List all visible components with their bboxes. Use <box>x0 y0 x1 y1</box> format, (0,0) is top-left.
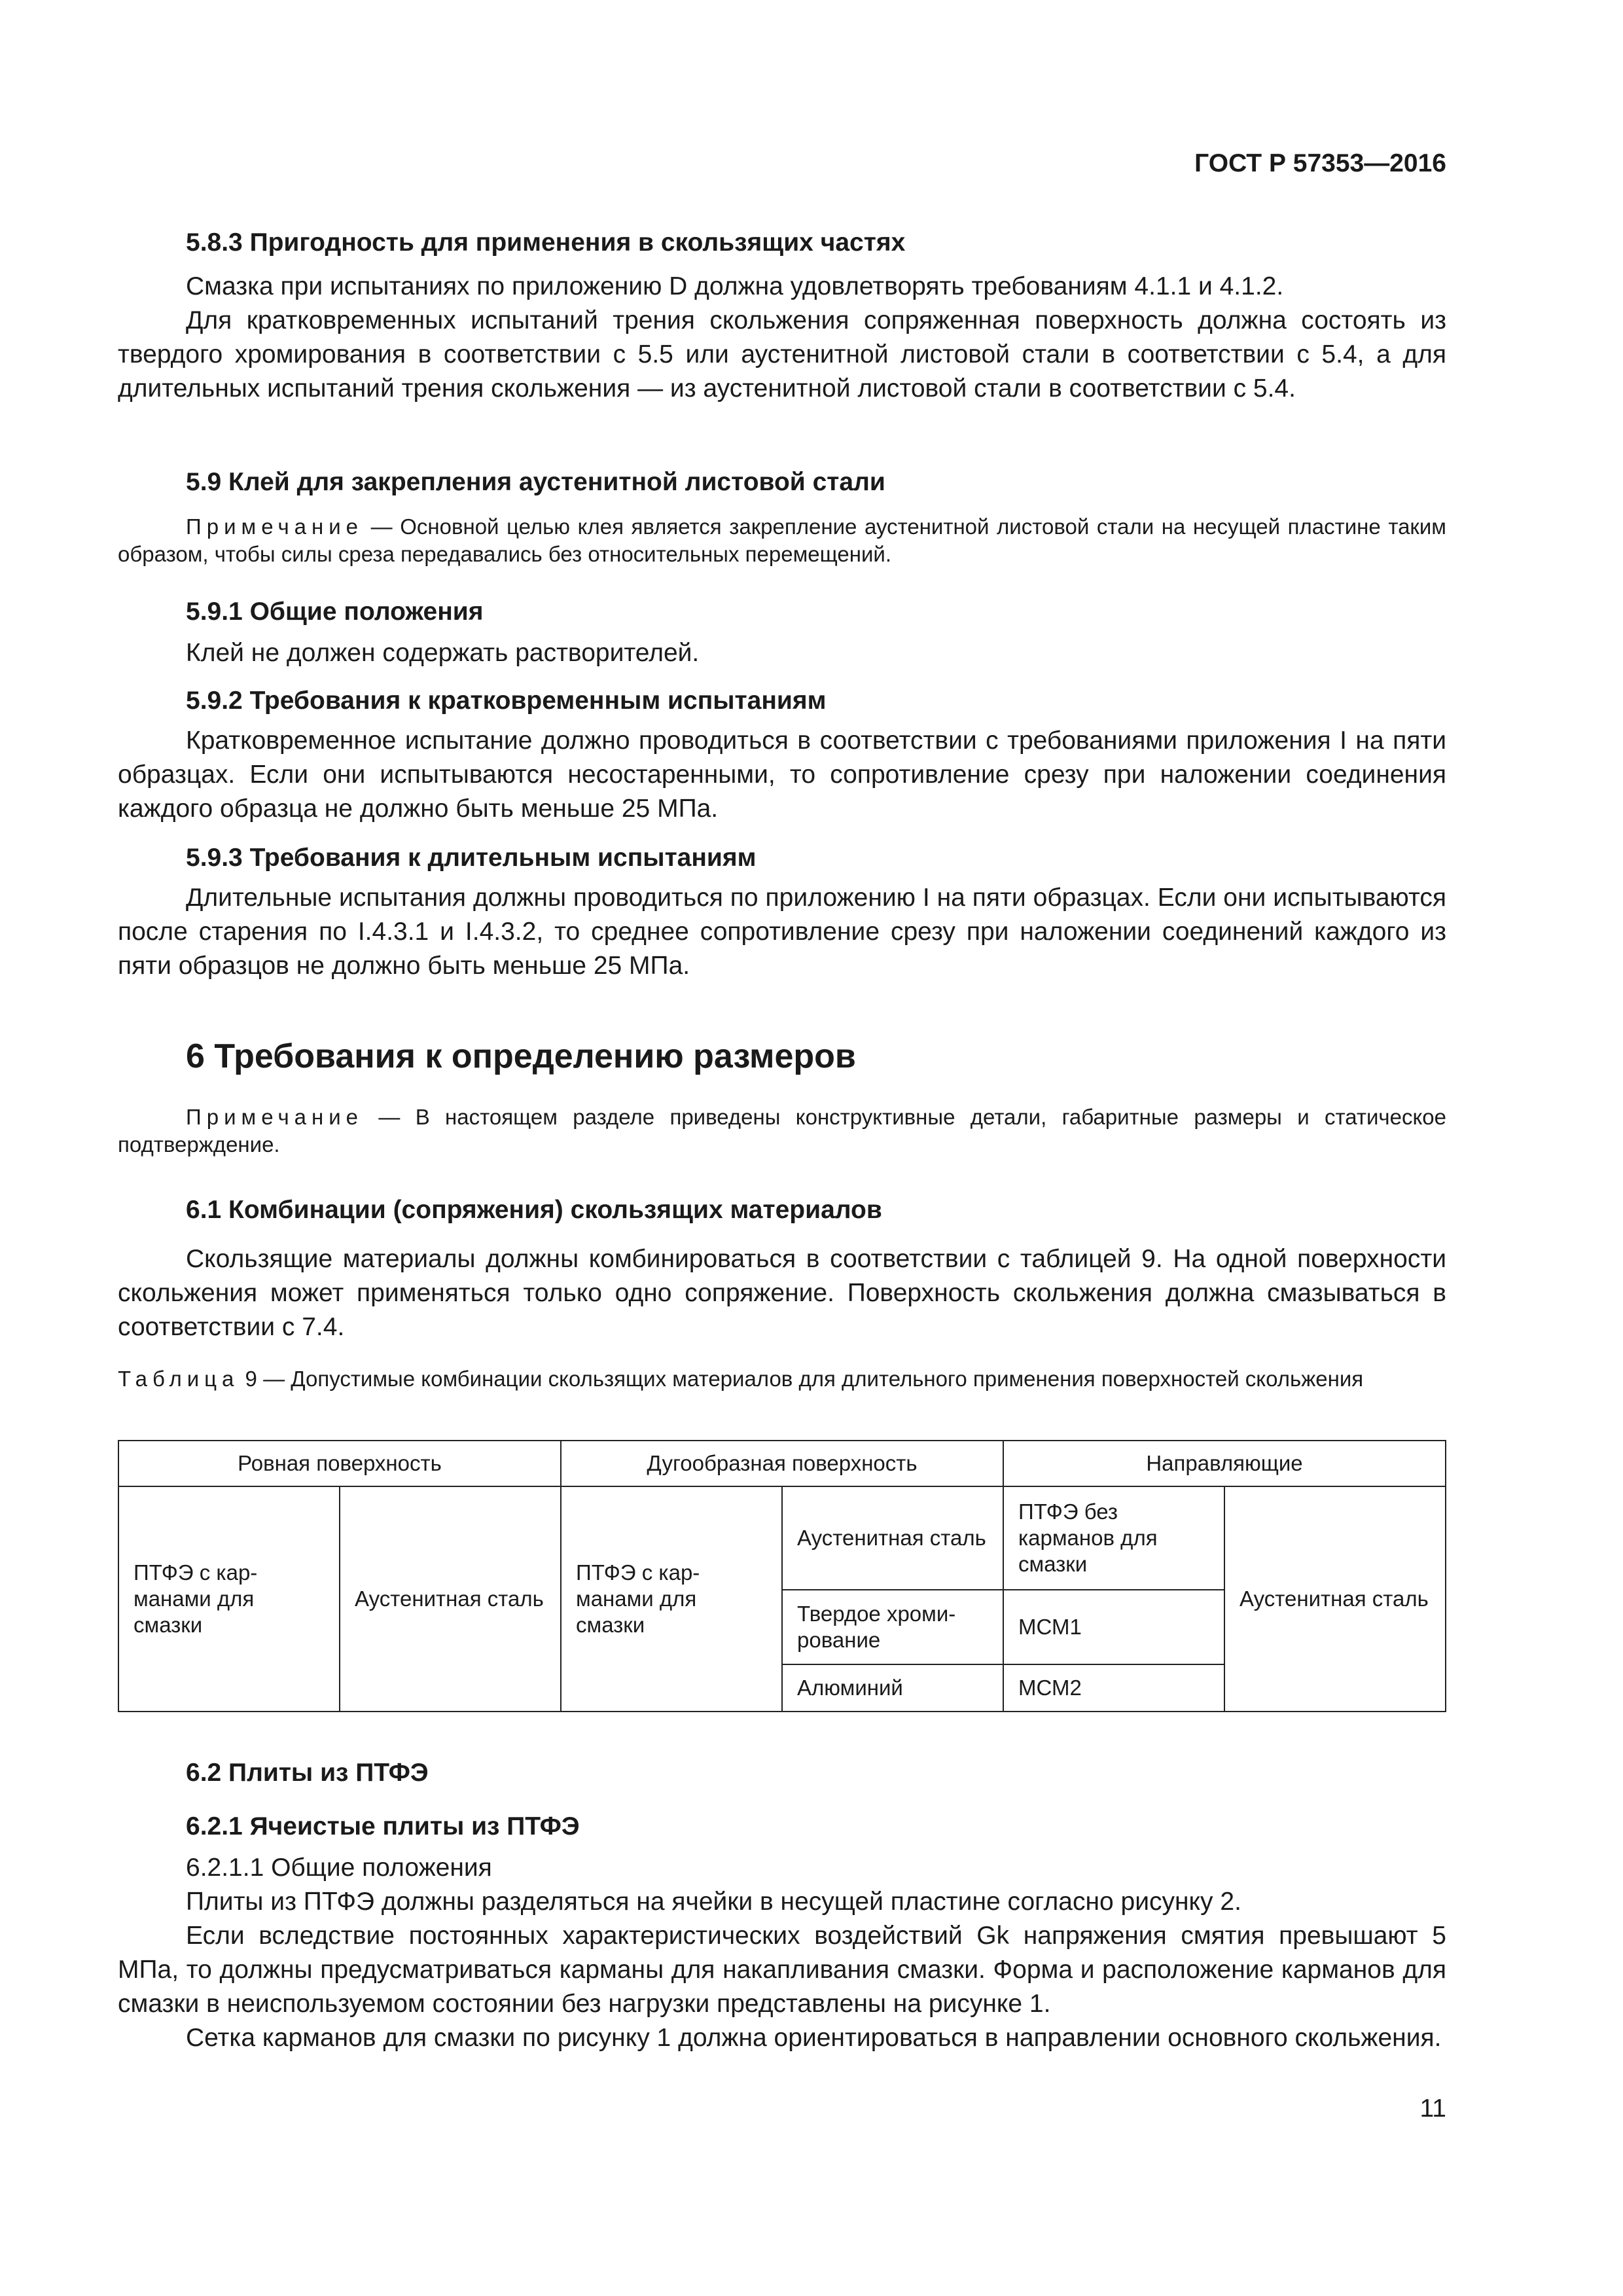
paragraph: Кратковременное испытание должно проводиться в соответствии с требованиями приложения I на пяти образцах. Если они испытываются несостаренными, то сопротивление срезу при наложении соединения каждого образца не должно быть меньше 25 МПа. <box>118 726 1446 823</box>
table-header-cell: Дугообразная поверхность <box>561 1441 1003 1486</box>
table-row <box>118 1486 1446 1590</box>
document-code: ГОСТ Р 57353—2016 <box>1194 149 1446 177</box>
note <box>118 513 1446 568</box>
table-cell: Аустенитная сталь <box>340 1486 561 1712</box>
table-caption <box>118 1365 1446 1393</box>
table-caption-text: 9 — Допустимые комбинации скользящих материалов для длительного применения поверхностей скольжения <box>239 1367 1364 1391</box>
subheading-6-2-1-1: 6.2.1.1 Общие положения <box>186 1854 492 1882</box>
paragraph: Смазка при испытаниях по приложению D должна удовлетворять требованиям 4.1.1 и 4.1.2. <box>186 272 1284 300</box>
note-label: Примечание <box>186 1105 364 1129</box>
heading-5-9: 5.9 Клей для закрепления аустенитной листовой стали <box>186 468 885 496</box>
table-caption-label: Таблица <box>118 1367 240 1391</box>
heading-5-8-3: 5.8.3 Пригодность для применения в скользящих частях <box>186 228 906 257</box>
table-cell: ПТФЭ с карманами для смазки <box>118 1486 340 1712</box>
table-cell: Твердое хромирование <box>782 1590 1003 1664</box>
table-header-cell: Направляющие <box>1003 1441 1446 1486</box>
page-number: 11 <box>1419 2094 1446 2123</box>
paragraph: Клей не должен содержать растворителей. <box>186 639 700 667</box>
table-cell: МСМ1 <box>1003 1590 1224 1664</box>
note <box>118 1103 1446 1158</box>
table-cell: Аустенитная сталь <box>782 1486 1003 1590</box>
heading-5-9-1: 5.9.1 Общие положения <box>186 598 484 626</box>
note-label: Примечание <box>186 514 364 539</box>
table-cell: ПТФЭ с карманами для смазки <box>561 1486 782 1712</box>
note-text: — В настоящем разделе приведены конструктивные детали, габаритные размеры и статическое подтверждение. <box>118 1105 1446 1157</box>
table-header-cell: Ровная поверхность <box>118 1441 561 1486</box>
heading-6-2-1: 6.2.1 Ячеистые плиты из ПТФЭ <box>186 1812 580 1840</box>
table-cell: ПТФЭ без карманов для смазки <box>1003 1486 1224 1590</box>
paragraph: Длительные испытания должны проводиться по приложению I на пяти образцах. Если они испытываются после старения по I.4.3.1 и I.4.3.2, то среднее сопротивление срезу при наложении соединений каждого из пяти образцов не должно быть меньше 25 МПа. <box>118 884 1446 980</box>
table-header-row <box>118 1441 1446 1486</box>
heading-6-1: 6.1 Комбинации (сопряжения) скользящих материалов <box>186 1196 882 1224</box>
heading-5-9-2: 5.9.2 Требования к кратковременным испытаниям <box>186 687 827 715</box>
paragraph: Скользящие материалы должны комбинироваться в соответствии с таблицей 9. На одной поверхности скольжения может применяться только одно сопряжение. Поверхность скольжения должна смазываться в соответствии с 7.4. <box>118 1245 1446 1341</box>
paragraph: Если вследствие постоянных характеристических воздействий Gk напряжения смятия превышают 5 МПа, то должны предусматриваться карманы для накапливания смазки. Форма и расположение карманов для смазки в неиспользуемом состоянии без нагрузки представлены на рисунке 1. <box>118 1922 1446 2018</box>
heading-6: 6 Требования к определению размеров <box>186 1037 856 1075</box>
heading-6-2: 6.2 Плиты из ПТФЭ <box>186 1759 429 1787</box>
table-cell: МСМ2 <box>1003 1664 1224 1712</box>
table-cell: Алюминий <box>782 1664 1003 1712</box>
paragraph: Сетка карманов для смазки по рисунку 1 должна ориентироваться в направлении основного скольжения. <box>186 2024 1442 2052</box>
paragraph: Для кратковременных испытаний трения скольжения сопряженная поверхность должна состоять из твердого хромирования в соответствии с 5.5 или аустенитной листовой стали в соответствии с 5.4, а для длительных испытаний трения скольжения — из аустенитной листовой стали в соответствии с 5.4. <box>118 306 1446 403</box>
heading-5-9-3: 5.9.3 Требования к длительным испытаниям <box>186 844 757 872</box>
table-9 <box>118 1440 1446 1712</box>
paragraph: Плиты из ПТФЭ должны разделяться на ячейки в несущей пластине согласно рисунку 2. <box>186 1888 1241 1916</box>
table-cell: Аустенитная сталь <box>1224 1486 1446 1712</box>
note-text: — Основной целью клея является закрепление аустенитной листовой стали на несущей пластине таким образом, чтобы силы среза передавались без относительных перемещений. <box>118 514 1446 566</box>
